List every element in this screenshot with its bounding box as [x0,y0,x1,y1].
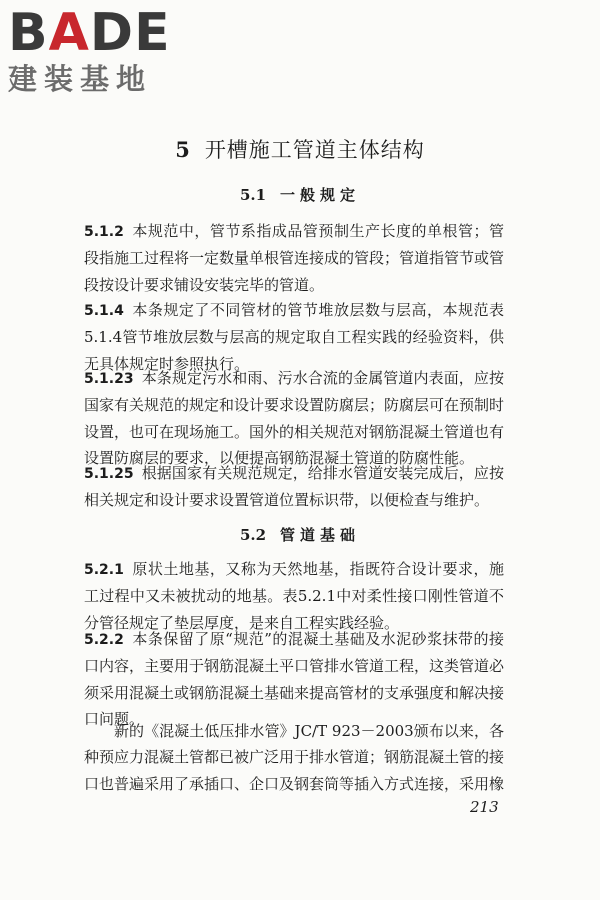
clause-text: 根据国家有关规范规定，给排水管道安装完成后，应按相关规定和设计要求设置管道位置标识带，以便检查与维护。 [84,464,504,510]
clause-text: 本条规定污水和雨、污水合流的金属管道内表面，应按国家有关规范的规定和设计要求设置防腐层；防腐层可在预制时设置，也可在现场施工。国外的相关规范对钢筋混凝土管道也有设置防腐层的要求，以便提高钢筋混凝土管道的防腐性能。 [84,369,505,468]
clause-text: 新的《混凝土低压排水管》JC/T 923－2003颁布以来，各种预应力混凝土管都已被广泛用于排水管道；钢筋混凝土管的接口也普遍采用了承插口、企口及钢套筒等插入方式连接，采用橡 [84,722,505,793]
section-number: 5.2 [239,526,267,544]
chapter-title: 开槽施工管道主体结构 [204,138,425,162]
clause-paragraph [84,556,504,636]
clause-paragraph [84,718,504,797]
logo-subtitle: 建装基地 [8,62,153,96]
clause-paragraph [84,365,504,472]
clause-text: 本规范中，管节系指成品管预制生产长度的单根管；管段指施工过程将一定数量单根管连接成的管段；管道指管节或管段按设计要求铺设安装完毕的管道。 [84,222,505,294]
section-heading [0,184,600,205]
clause-number: 5.2.1 [84,562,124,578]
clause-paragraph [84,626,504,733]
section-title: 一般规定 [280,186,361,204]
clause-number: 5.1.23 [84,371,134,387]
clause-text: 本条保留了原“规范”的混凝土基础及水泥砂浆抹带的接口内容，主要用于钢筋混凝土平口管排水管道工程，这类管道必须采用混凝土或钢筋混凝土基础来提高管材的支承强度和解决接口问题。 [84,630,505,729]
chapter-heading [0,134,600,164]
clause-number: 5.1.2 [84,224,124,240]
clause-number: 5.1.25 [84,466,134,482]
clause-number: 5.1.4 [84,303,124,319]
clause-text: 原状土地基，又称为天然地基，指既符合设计要求，施工过程中又未被扰动的地基。表5.2.1中对柔性接口刚性管道不分管径规定了垫层厚度，是来自工程实践经验。 [84,560,504,632]
clause-paragraph [84,460,504,514]
clause-paragraph [84,218,504,298]
logo-mark: BADE [8,3,171,63]
clause-text: 本条规定了不同管材的管节堆放层数与层高，本规范表5.1.4管节堆放层数与层高的规定取自工程实践的经验资料，供无具体规定时参照执行。 [84,301,504,373]
publisher-logo [8,4,171,95]
clause-number: 5.2.2 [84,632,124,648]
section-title: 管道基础 [280,526,361,544]
section-number: 5.1 [239,186,267,204]
chapter-number: 5 [175,137,191,162]
section-heading [0,524,600,545]
page-number: 213 [470,798,499,816]
